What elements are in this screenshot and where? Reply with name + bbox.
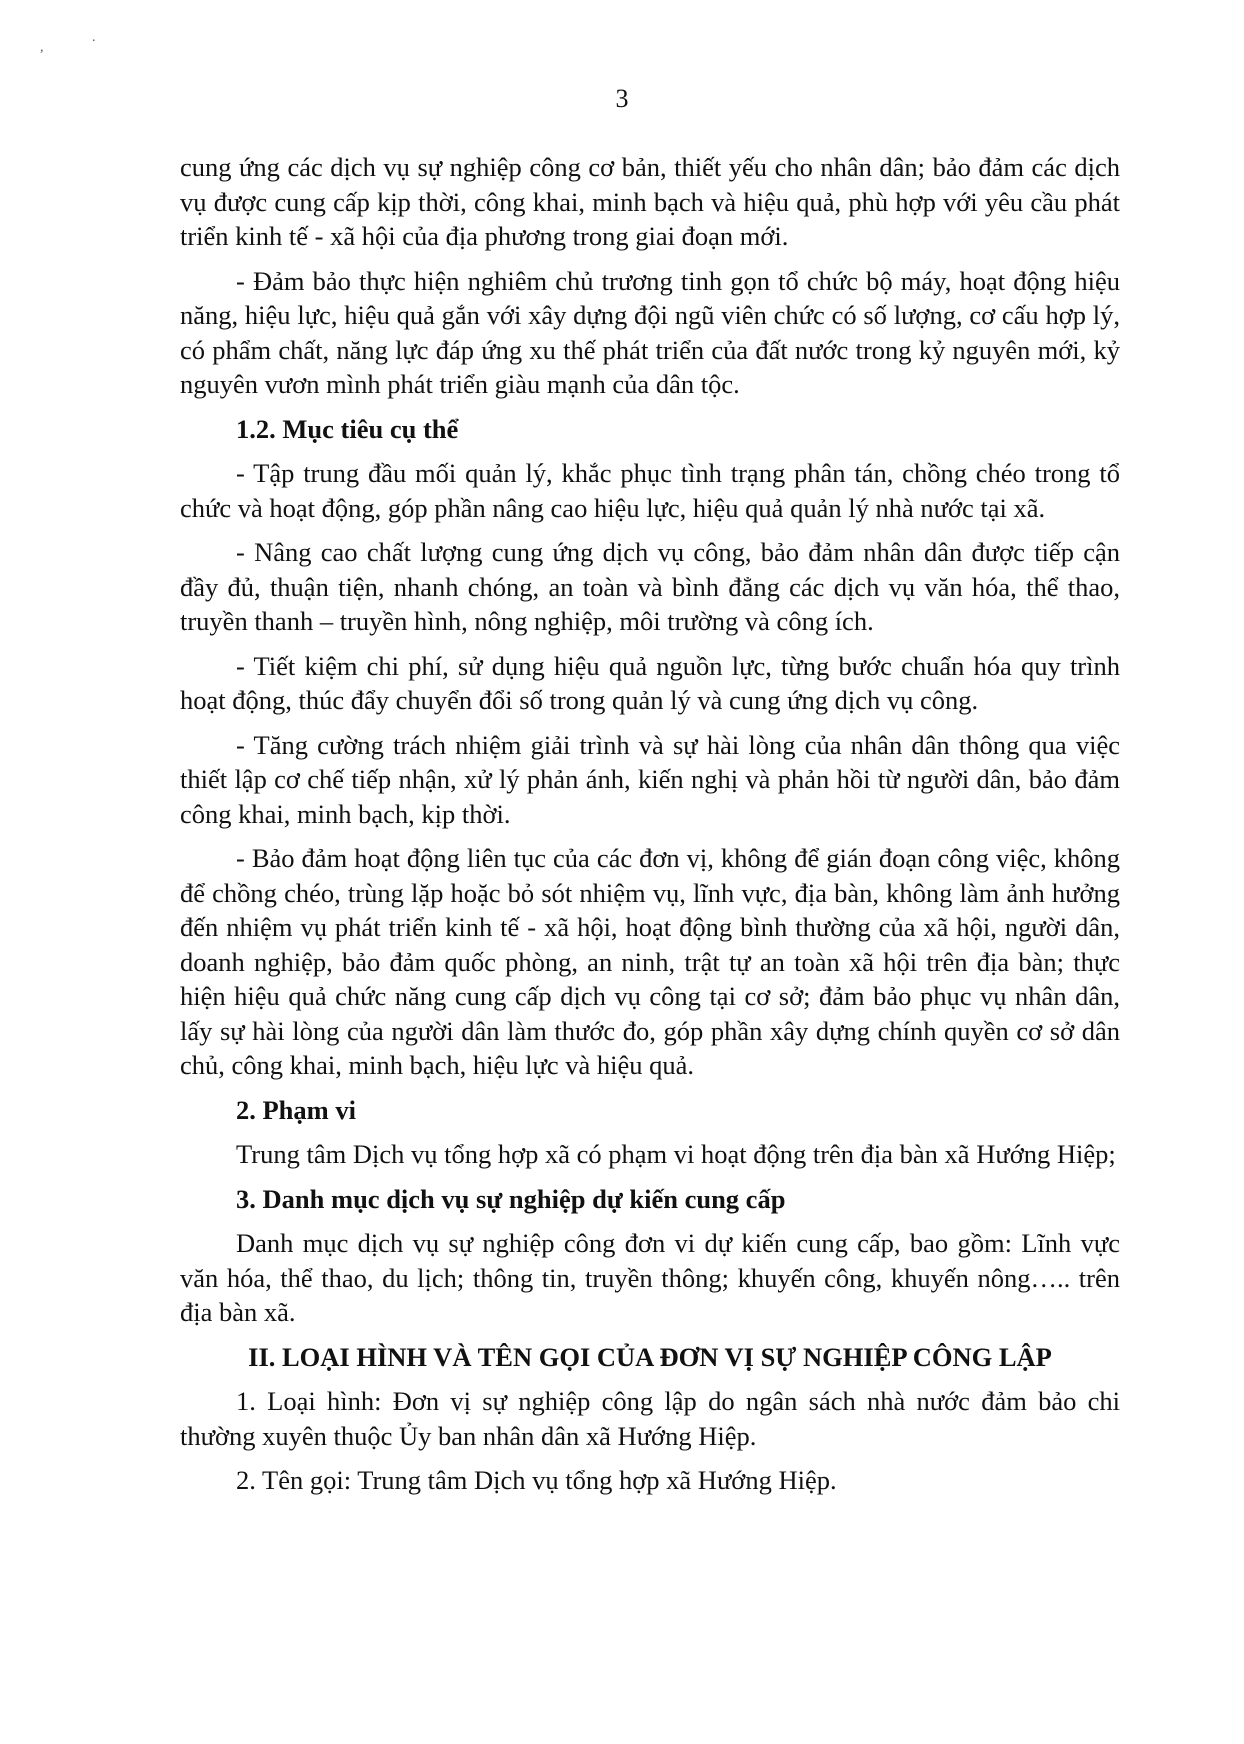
paragraph: 2. Tên gọi: Trung tâm Dịch vụ tổng hợp xã Hướng Hiệp.	[236, 1465, 837, 1495]
subsection-heading: 1.2. Mục tiêu cụ thể	[236, 413, 459, 444]
paragraph: - Bảo đảm hoạt động liên tục của các đơn vị, không để gián đoạn công việc, không để chồng chéo, trùng lặp hoặc bỏ sót nhiệm vụ, lĩnh vực, địa bàn, không làm ảnh hưởng đến nhiệm vụ phát triển kinh tế - xã hội, hoạt động bình thường của xã hội, người dân, doanh nghiệp, bảo đảm quốc phòng, an ninh, trật tự an toàn xã hội trên địa bàn; thực hiện hiệu quả chức năng cung cấp dịch vụ công tại cơ sở; đảm bảo phục vụ nhân dân, lấy sự hài lòng của người dân làm thước đo, góp phần xây dựng chính quyền cơ sở dân chủ, công khai, minh bạch, hiệu lực và hiệu quả.	[180, 843, 1120, 1080]
paragraph: 1. Loại hình: Đơn vị sự nghiệp công lập do ngân sách nhà nước đảm bảo chi thường xuyên thuộc Ủy ban nhân dân xã Hướng Hiệp.	[180, 1386, 1120, 1451]
scan-speck: .	[92, 30, 96, 45]
paragraph: - Tiết kiệm chi phí, sử dụng hiệu quả nguồn lực, từng bước chuẩn hóa quy trình hoạt động, thúc đẩy chuyển đổi số trong quản lý và cung ứng dịch vụ công.	[180, 650, 1120, 715]
paragraph: - Nâng cao chất lượng cung ứng dịch vụ công, bảo đảm nhân dân được tiếp cận đầy đủ, thuận tiện, nhanh chóng, an toàn và bình đẳng các dịch vụ văn hóa, thể thao, truyền thanh – truyền hình, nông nghiệp, môi trường và công ích.	[180, 537, 1120, 636]
paragraph: - Tập trung đầu mối quản lý, khắc phục tình trạng phân tán, chồng chéo trong tổ chức và hoạt động, góp phần nâng cao hiệu lực, hiệu quả quản lý nhà nước tại xã.	[180, 458, 1120, 523]
section-heading: II. LOẠI HÌNH VÀ TÊN GỌI CỦA ĐƠN VỊ SỰ NGHIỆP CÔNG LẬP	[248, 1341, 1052, 1372]
document-body	[180, 150, 1120, 1508]
scan-speck: ,	[40, 40, 44, 55]
subsection-heading: 3. Danh mục dịch vụ sự nghiệp dự kiến cung cấp	[236, 1183, 786, 1214]
paragraph: - Tăng cường trách nhiệm giải trình và sự hài lòng của nhân dân thông qua việc thiết lập cơ chế tiếp nhận, xử lý phản ánh, kiến nghị và phản hồi từ người dân, bảo đảm công khai, minh bạch, kịp thời.	[180, 729, 1120, 829]
paragraph: cung ứng các dịch vụ sự nghiệp công cơ bản, thiết yếu cho nhân dân; bảo đảm các dịch vụ được cung cấp kịp thời, công khai, minh bạch và hiệu quả, phù hợp với yêu cầu phát triển kinh tế - xã hội của địa phương trong giai đoạn mới.	[180, 152, 1120, 251]
paragraph: Trung tâm Dịch vụ tổng hợp xã có phạm vi hoạt động trên địa bàn xã Hướng Hiệp;	[236, 1139, 1116, 1169]
paragraph: Danh mục dịch vụ sự nghiệp công đơn vi dự kiến cung cấp, bao gồm: Lĩnh vực văn hóa, thể thao, du lịch; thông tin, truyền thông; khuyến công, khuyến nông….. trên địa bàn xã.	[180, 1228, 1120, 1327]
subsection-heading: 2. Phạm vi	[236, 1094, 356, 1125]
paragraph: - Đảm bảo thực hiện nghiêm chủ trương tinh gọn tổ chức bộ máy, hoạt động hiệu năng, hiệu lực, hiệu quả gắn với xây dựng đội ngũ viên chức có số lượng, cơ cấu hợp lý, có phẩm chất, năng lực đáp ứng xu thế phát triển của đất nước trong kỷ nguyên mới, kỷ nguyên vươn mình phát triển giàu mạnh của dân tộc.	[180, 265, 1120, 399]
page-number: 3	[615, 84, 629, 113]
